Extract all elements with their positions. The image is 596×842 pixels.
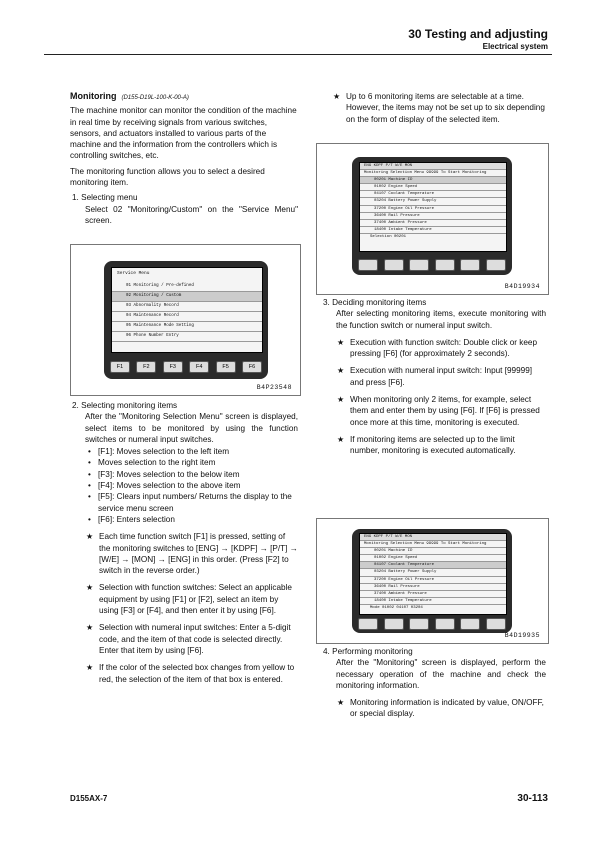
section-title: 30 Testing and adjusting xyxy=(408,27,548,41)
step-4-body: After the "Monitoring" screen is displayed, perform the necessary operation of the machine and check the monitoring information. xyxy=(336,658,546,690)
monitor-item-row: 04107 Coolant Temperature xyxy=(360,562,506,569)
star-icon: ★ xyxy=(86,663,94,673)
step-3-body: After selecting monitoring items, execute monitoring with the function switch or numeral input switch. xyxy=(336,309,546,330)
menu-row: 04 Maintenance Record xyxy=(112,312,262,322)
note-item xyxy=(337,337,546,360)
function-key[interactable]: F6 xyxy=(242,361,262,373)
screen-footer: Mode 01002 04107 03204 xyxy=(370,605,423,610)
monitor-bezel xyxy=(104,261,268,379)
figure-monitoring-selection xyxy=(316,143,549,295)
monitor-item-row: 18400 Intake Temperature xyxy=(360,598,506,605)
intro-paragraph-2: The monitoring function allows you to select a desired monitoring item. xyxy=(70,166,265,188)
monitor-screen xyxy=(359,162,507,252)
note-item xyxy=(337,434,546,457)
header-rule xyxy=(44,54,552,55)
function-key[interactable]: F2 xyxy=(136,361,156,373)
key-list-text: [F6]: Enters selection xyxy=(98,514,175,524)
note-text: If monitoring items are selected up to the limit number, monitoring is executed automatically. xyxy=(350,434,516,456)
left-column xyxy=(70,91,298,226)
note-text: When monitoring only 2 items, for example, select them and enter them by using [F6]. If [F6] is pressed once more at this time, monitoring is executed. xyxy=(350,395,540,427)
function-key[interactable] xyxy=(384,618,404,630)
note-item xyxy=(86,582,298,616)
note-text: Selection with function switches: Select an applicable equipment by using [F1] or [F2], select an item by using [F3] or [F4], and then enter it by using [F6]. xyxy=(99,583,292,616)
heading-code: (D155-D19L-100-K-00-A) xyxy=(121,95,189,101)
step-1-title: 1. Selecting menu xyxy=(72,193,138,203)
step-1-body: Select 02 "Monitoring/Custom" on the "Service Menu" screen. xyxy=(85,204,298,225)
note-text: Execution with numeral input switch: Input [99999] and press [F6]. xyxy=(350,366,533,387)
monitor-item-row: 00201 Machine ID xyxy=(360,177,506,184)
function-keys xyxy=(358,618,506,630)
right-column-top xyxy=(321,91,546,131)
screen-header: Monitoring Selection Menu 99999 To Start Monitoring xyxy=(360,170,506,177)
key-list-item xyxy=(88,480,298,491)
monitor-bezel xyxy=(352,529,512,633)
monitor-item-row: 36400 Rail Pressure xyxy=(360,584,506,591)
note-text: Monitoring information is indicated by value, ON/OFF, or special display. xyxy=(350,698,544,719)
star-icon: ★ xyxy=(333,92,341,101)
function-key[interactable]: F1 xyxy=(110,361,130,373)
function-keys xyxy=(358,259,506,271)
key-list-text: [F4]: Moves selection to the above item xyxy=(98,481,241,491)
note-item xyxy=(86,622,298,656)
page-number: 30-113 xyxy=(517,793,548,804)
bullet-icon: • xyxy=(88,492,91,502)
function-key[interactable] xyxy=(358,259,378,271)
function-keys xyxy=(110,361,262,373)
intro-paragraph: The machine monitor can monitor the condition of the machine in real time by receiving signals from various switches, sensors, and actuators installed to various parts of the machine and the information from the controllers which is controlling switches, etc. xyxy=(70,106,297,161)
note-item xyxy=(333,91,546,125)
note-item xyxy=(337,697,546,720)
screen-header: Monitoring Selection Menu 99999 To Start Monitoring xyxy=(360,541,506,548)
notes-list xyxy=(337,337,546,457)
key-list-text: [F1]: Moves selection to the left item xyxy=(98,447,230,457)
monitor-item-row: 01002 Engine Speed xyxy=(360,184,506,191)
right-column-bottom xyxy=(321,646,546,726)
monitor-item-row: 01002 Engine Speed xyxy=(360,555,506,562)
monitoring-heading xyxy=(70,91,298,104)
step-2-title: 2. Selecting monitoring items xyxy=(72,401,178,410)
monitor-item-row: 18400 Intake Temperature xyxy=(360,227,506,234)
key-list-item xyxy=(88,457,298,468)
note-item xyxy=(86,662,298,685)
note-item xyxy=(337,365,546,388)
screen-title: Service Menu xyxy=(117,271,150,276)
left-column-lower xyxy=(70,400,298,691)
function-key[interactable]: F3 xyxy=(163,361,183,373)
note-text: Execution with function switch: Double click or keep pressing [F6] (for approximately 2 seconds). xyxy=(350,337,538,359)
star-icon: ★ xyxy=(337,434,345,444)
star-icon: ★ xyxy=(337,395,345,405)
key-list-text: Moves selection to the right item xyxy=(98,458,216,468)
figure-caption: B4D19934 xyxy=(504,283,540,290)
monitor-item-row: 37400 Ambient Pressure xyxy=(360,591,506,598)
note-text: If the color of the selected box changes from yellow to red, the selection of the item of that box is entered. xyxy=(99,663,295,684)
figure-caption: B4P23548 xyxy=(256,384,292,391)
bullet-icon: • xyxy=(88,469,91,479)
monitor-screen xyxy=(111,267,263,353)
monitor-item-row: 37200 Engine Oil Pressure xyxy=(360,206,506,213)
key-list-text: [F3]: Moves selection to the below item xyxy=(98,469,240,479)
heading-text: Monitoring xyxy=(70,91,117,101)
function-key[interactable] xyxy=(435,259,455,271)
step-3-title: 3. Deciding monitoring items xyxy=(323,298,427,307)
function-key[interactable] xyxy=(358,618,378,630)
monitor-item-row: 04107 Coolant Temperature xyxy=(360,191,506,198)
star-icon: ★ xyxy=(337,698,345,708)
function-key[interactable] xyxy=(486,259,506,271)
star-icon: ★ xyxy=(86,583,94,593)
function-key[interactable] xyxy=(409,618,429,630)
monitor-item-row: 37200 Engine Oil Pressure xyxy=(360,577,506,584)
bullet-icon: • xyxy=(88,481,91,491)
step-4-title: 4. Performing monitoring xyxy=(323,647,413,656)
figure-monitoring-screen xyxy=(316,518,549,644)
key-list-item xyxy=(88,446,298,457)
note-text: Each time function switch [F1] is pressed, setting of the monitoring switches to [ENG] → [KDPF] → [P/T] → [W/E] → [MON] → [ENG] in this order. (Press [F2] to switch in the reverse order.) xyxy=(99,532,298,576)
note-text: Selection with numeral input switches: Enter a 5-digit code, and the item of that code is selected directly. Enter that item by using [F6]. xyxy=(99,623,291,655)
menu-row: 06 Phone Number Entry xyxy=(112,332,262,342)
right-column-middle xyxy=(321,297,546,463)
monitor-item-row: 00201 Machine ID xyxy=(360,548,506,555)
note-item xyxy=(86,531,298,576)
monitor-screen xyxy=(359,533,507,615)
notes-list xyxy=(86,531,298,685)
monitor-bezel xyxy=(352,157,512,275)
note-item xyxy=(337,394,546,428)
menu-row: 01 Monitoring / Pre-defined xyxy=(112,282,262,292)
monitor-item-row: 03204 Battery Power Supply xyxy=(360,569,506,576)
function-key[interactable] xyxy=(384,259,404,271)
function-key[interactable]: F5 xyxy=(216,361,236,373)
star-icon: ★ xyxy=(86,532,94,542)
function-key[interactable] xyxy=(409,259,429,271)
key-list-item xyxy=(88,469,298,480)
note-text: Up to 6 monitoring items are selectable at a time. However, the items may not be set up to six depending on the form of display of the selected item. xyxy=(346,92,545,124)
monitor-item-row: 36400 Rail Pressure xyxy=(360,213,506,220)
bullet-icon: • xyxy=(88,514,91,524)
section-subtitle: Electrical system xyxy=(482,42,548,51)
menu-row: 03 Abnormality Record xyxy=(112,302,262,312)
screen-tabs: ENG KDPF P/T W/E MON xyxy=(360,163,506,170)
star-icon: ★ xyxy=(337,337,345,347)
monitor-item-row: 37400 Ambient Pressure xyxy=(360,220,506,227)
function-key[interactable] xyxy=(435,618,455,630)
screen-tabs: ENG KDPF P/T W/E MON xyxy=(360,534,506,541)
key-list xyxy=(88,446,298,525)
key-list-item xyxy=(88,491,298,514)
menu-row: 05 Maintenance Mode Setting xyxy=(112,322,262,332)
function-key[interactable]: F4 xyxy=(189,361,209,373)
function-key[interactable] xyxy=(460,618,480,630)
bullet-icon: • xyxy=(88,447,91,457)
star-icon: ★ xyxy=(86,623,94,633)
bullet-icon: • xyxy=(88,458,91,468)
figure-service-menu xyxy=(70,244,301,396)
star-icon: ★ xyxy=(337,366,345,376)
figure-caption: B4D19935 xyxy=(504,632,540,639)
step-2-body: After the "Monitoring Selection Menu" screen is displayed, select items to be monitored by using the function switches or numeral input switches. xyxy=(85,412,298,444)
function-key[interactable] xyxy=(460,259,480,271)
monitor-item-row: 03204 Battery Power Supply xyxy=(360,198,506,205)
menu-row: 02 Monitoring / Custom xyxy=(112,292,262,302)
footer-model: D155AX-7 xyxy=(70,794,108,803)
key-list-item xyxy=(88,514,298,525)
screen-footer: Selection 00201 xyxy=(370,234,407,239)
key-list-text: [F5]: Clears input numbers/ Returns the display to the service menu screen xyxy=(98,492,292,513)
function-key[interactable] xyxy=(486,618,506,630)
